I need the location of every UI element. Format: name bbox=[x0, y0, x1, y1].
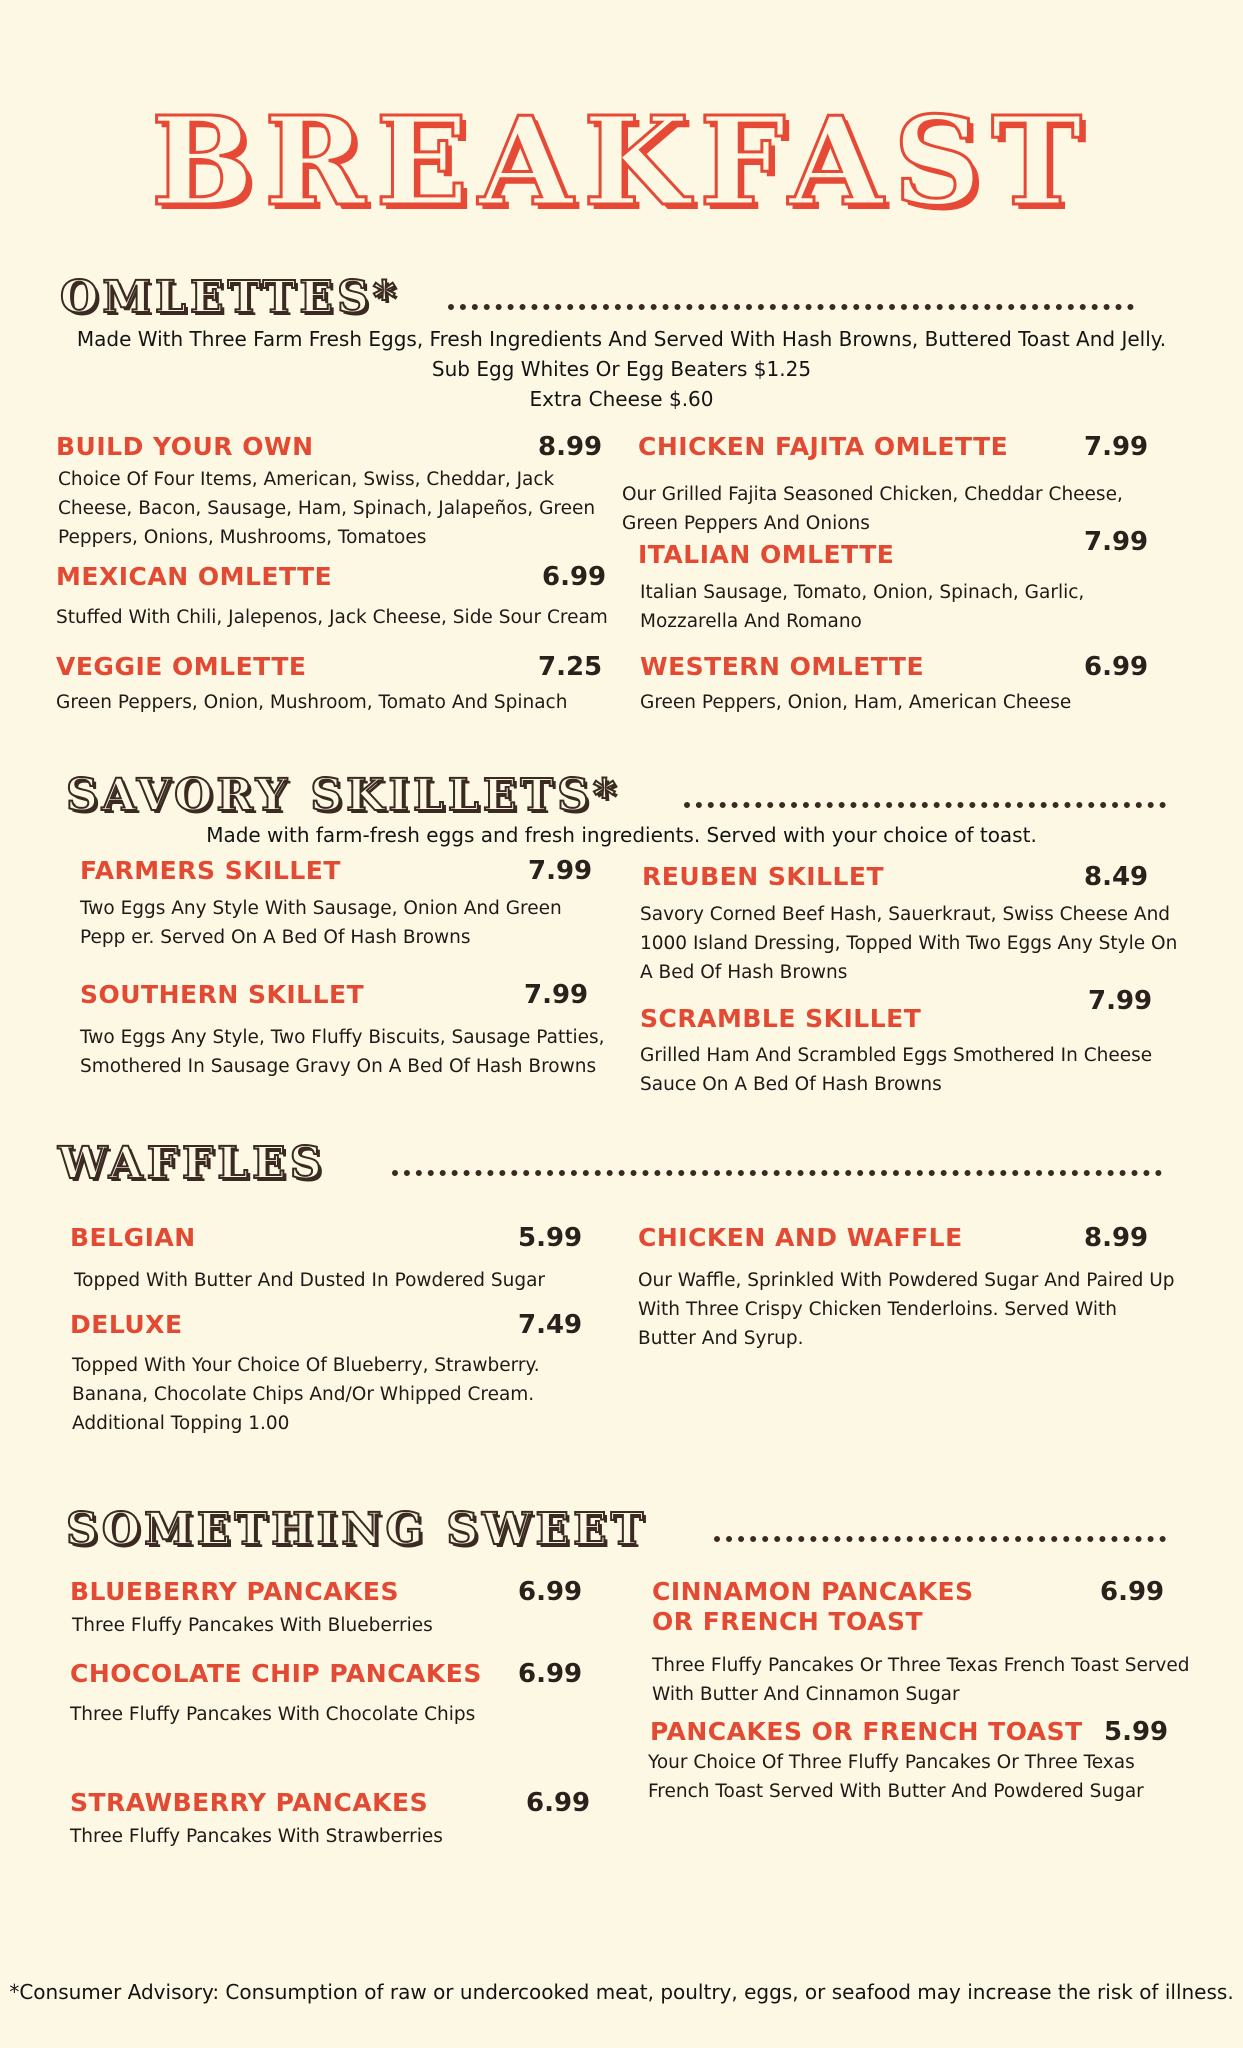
menu-item-price: 8.49 bbox=[1084, 862, 1149, 892]
skillets-intro: Made with farm-fresh eggs and fresh ingredients. Served with your choice of toast. bbox=[206, 823, 1037, 847]
menu-item-price: 6.99 bbox=[1100, 1577, 1165, 1607]
menu-item-name: STRAWBERRY PANCAKES bbox=[70, 1788, 429, 1817]
menu-item-description: Two Eggs Any Style With Sausage, Onion And Green Pepp er. Served On A Bed Of Hash Browns bbox=[80, 898, 562, 948]
menu-item-description: Three Fluffy Pancakes With Blueberries bbox=[72, 1615, 433, 1636]
menu-item-name: BUILD YOUR OWN bbox=[56, 432, 314, 461]
menu-item-price: 6.99 bbox=[1084, 652, 1149, 682]
omlettes-intro-line-2: Sub Egg Whites Or Egg Beaters $1.25 bbox=[431, 357, 812, 381]
menu-item-price: 7.99 bbox=[524, 980, 589, 1010]
section-title-sweet: SOMETHING SWEET bbox=[66, 1504, 648, 1555]
omlettes-intro-line-3: Extra Cheese $.60 bbox=[529, 387, 714, 411]
menu-item-description: Two Eggs Any Style, Two Fluffy Biscuits, Sausage Patties, Smothered In Sausage Gravy On A Bed Of Hash Browns bbox=[80, 1027, 605, 1077]
menu-item-description: Grilled Ham And Scrambled Eggs Smothered In Cheese Sauce On A Bed Of Hash Browns bbox=[640, 1045, 1153, 1095]
menu-item-name: ITALIAN OMLETTE bbox=[638, 540, 895, 569]
menu-item-price: 8.99 bbox=[1084, 1223, 1149, 1253]
dotted-leader bbox=[684, 802, 1166, 808]
menu-item-description: Three Fluffy Pancakes With Chocolate Chips bbox=[70, 1704, 476, 1725]
menu-item-price: 7.99 bbox=[528, 856, 593, 886]
dotted-leader bbox=[392, 1170, 1162, 1176]
menu-item-price: 5.99 bbox=[518, 1223, 583, 1253]
omlettes-intro-line-1: Made With Three Farm Fresh Eggs, Fresh Ingredients And Served With Hash Browns, Buttered Toast And Jelly. bbox=[76, 327, 1167, 351]
menu-item-name: BLUEBERRY PANCAKES bbox=[70, 1577, 399, 1606]
consumer-advisory: *Consumer Advisory: Consumption of raw or undercooked meat, poultry, eggs, or seafood may increase the risk of illness. bbox=[9, 1980, 1234, 2004]
menu-item-description: Green Peppers, Onion, Mushroom, Tomato And Spinach bbox=[56, 692, 568, 713]
menu-item-price: 7.25 bbox=[538, 652, 603, 682]
section-title-omlettes: OMLETTES* bbox=[60, 272, 400, 323]
menu-item-name: PANCAKES OR FRENCH TOAST bbox=[650, 1717, 1083, 1746]
menu-item-price: 6.99 bbox=[518, 1659, 583, 1689]
menu-item-price: 5.99 bbox=[1104, 1717, 1169, 1747]
menu-item-description: Our Waffle, Sprinkled With Powdered Sugar And Paired Up With Three Crispy Chicken Tenderloins. Served With Butter And Syrup. bbox=[638, 1270, 1175, 1349]
menu-item-name: CHICKEN FAJITA OMLETTE bbox=[638, 432, 1009, 461]
section-title-waffles: WAFFLES bbox=[58, 1138, 326, 1189]
menu-item-description: Our Grilled Fajita Seasoned Chicken, Cheddar Cheese, Green Peppers And Onions bbox=[622, 484, 1123, 534]
menu-item-name: REUBEN SKILLET bbox=[642, 862, 885, 891]
menu-item-price: 8.99 bbox=[538, 432, 603, 462]
menu-item-description: Stuffed With Chili, Jalepenos, Jack Cheese, Side Sour Cream bbox=[56, 607, 608, 628]
menu-item-price: 6.99 bbox=[518, 1577, 583, 1607]
menu-item-price: 7.49 bbox=[518, 1310, 583, 1340]
menu-item-price: 7.99 bbox=[1084, 527, 1149, 557]
menu-item-description: Italian Sausage, Tomato, Onion, Spinach, Garlic, Mozzarella And Romano bbox=[640, 582, 1085, 632]
menu-item-description: Three Fluffy Pancakes With Strawberries bbox=[70, 1826, 443, 1847]
menu-item-name: VEGGIE OMLETTE bbox=[56, 652, 307, 681]
menu-item-name: BELGIAN bbox=[70, 1223, 196, 1252]
menu-item-name: CHICKEN AND WAFFLE bbox=[638, 1223, 963, 1252]
menu-item-description: Topped With Your Choice Of Blueberry, Strawberry. Banana, Chocolate Chips And/Or Whipped Cream. Additional Topping 1.00 bbox=[72, 1355, 540, 1434]
dotted-leader bbox=[448, 304, 1134, 310]
menu-item-name: SCRAMBLE SKILLET bbox=[640, 1004, 922, 1033]
menu-item-name: CHOCOLATE CHIP PANCAKES bbox=[70, 1659, 482, 1688]
menu-item-description: Savory Corned Beef Hash, Sauerkraut, Swiss Cheese And 1000 Island Dressing, Topped With Two Eggs Any Style On A Bed Of Hash Browns bbox=[640, 904, 1178, 983]
menu-item-description: Green Peppers, Onion, Ham, American Cheese bbox=[640, 692, 1072, 713]
menu-item-name: CINNAMON PANCAKES OR FRENCH TOAST bbox=[652, 1577, 974, 1636]
menu-item-price: 7.99 bbox=[1088, 986, 1153, 1016]
menu-item-description: Your Choice Of Three Fluffy Pancakes Or Three Texas French Toast Served With Butter And Powdered Sugar bbox=[648, 1752, 1144, 1802]
menu-item-name: WESTERN OMLETTE bbox=[640, 652, 925, 681]
page-title: BREAKFAST bbox=[150, 89, 1093, 233]
menu-item-description: Three Fluffy Pancakes Or Three Texas French Toast Served With Butter And Cinnamon Sugar bbox=[652, 1655, 1190, 1705]
menu-item-name: MEXICAN OMLETTE bbox=[56, 562, 333, 591]
menu-item-name: DELUXE bbox=[70, 1310, 183, 1339]
menu-item-price: 6.99 bbox=[542, 562, 607, 592]
menu-item-name: FARMERS SKILLET bbox=[80, 856, 341, 885]
section-title-skillets: SAVORY SKILLETS* bbox=[66, 770, 620, 821]
menu-item-price: 7.99 bbox=[1084, 432, 1149, 462]
menu-item-description: Topped With Butter And Dusted In Powdered Sugar bbox=[74, 1270, 546, 1291]
menu-item-description: Choice Of Four Items, American, Swiss, Cheddar, Jack Cheese, Bacon, Sausage, Ham, Spinach, Jalapeños, Green Peppers, Onions, Mushrooms, Tomatoes bbox=[58, 469, 596, 548]
menu-item-price: 6.99 bbox=[526, 1788, 591, 1818]
menu-item-name: SOUTHERN SKILLET bbox=[80, 980, 365, 1009]
dotted-leader bbox=[714, 1536, 1166, 1542]
